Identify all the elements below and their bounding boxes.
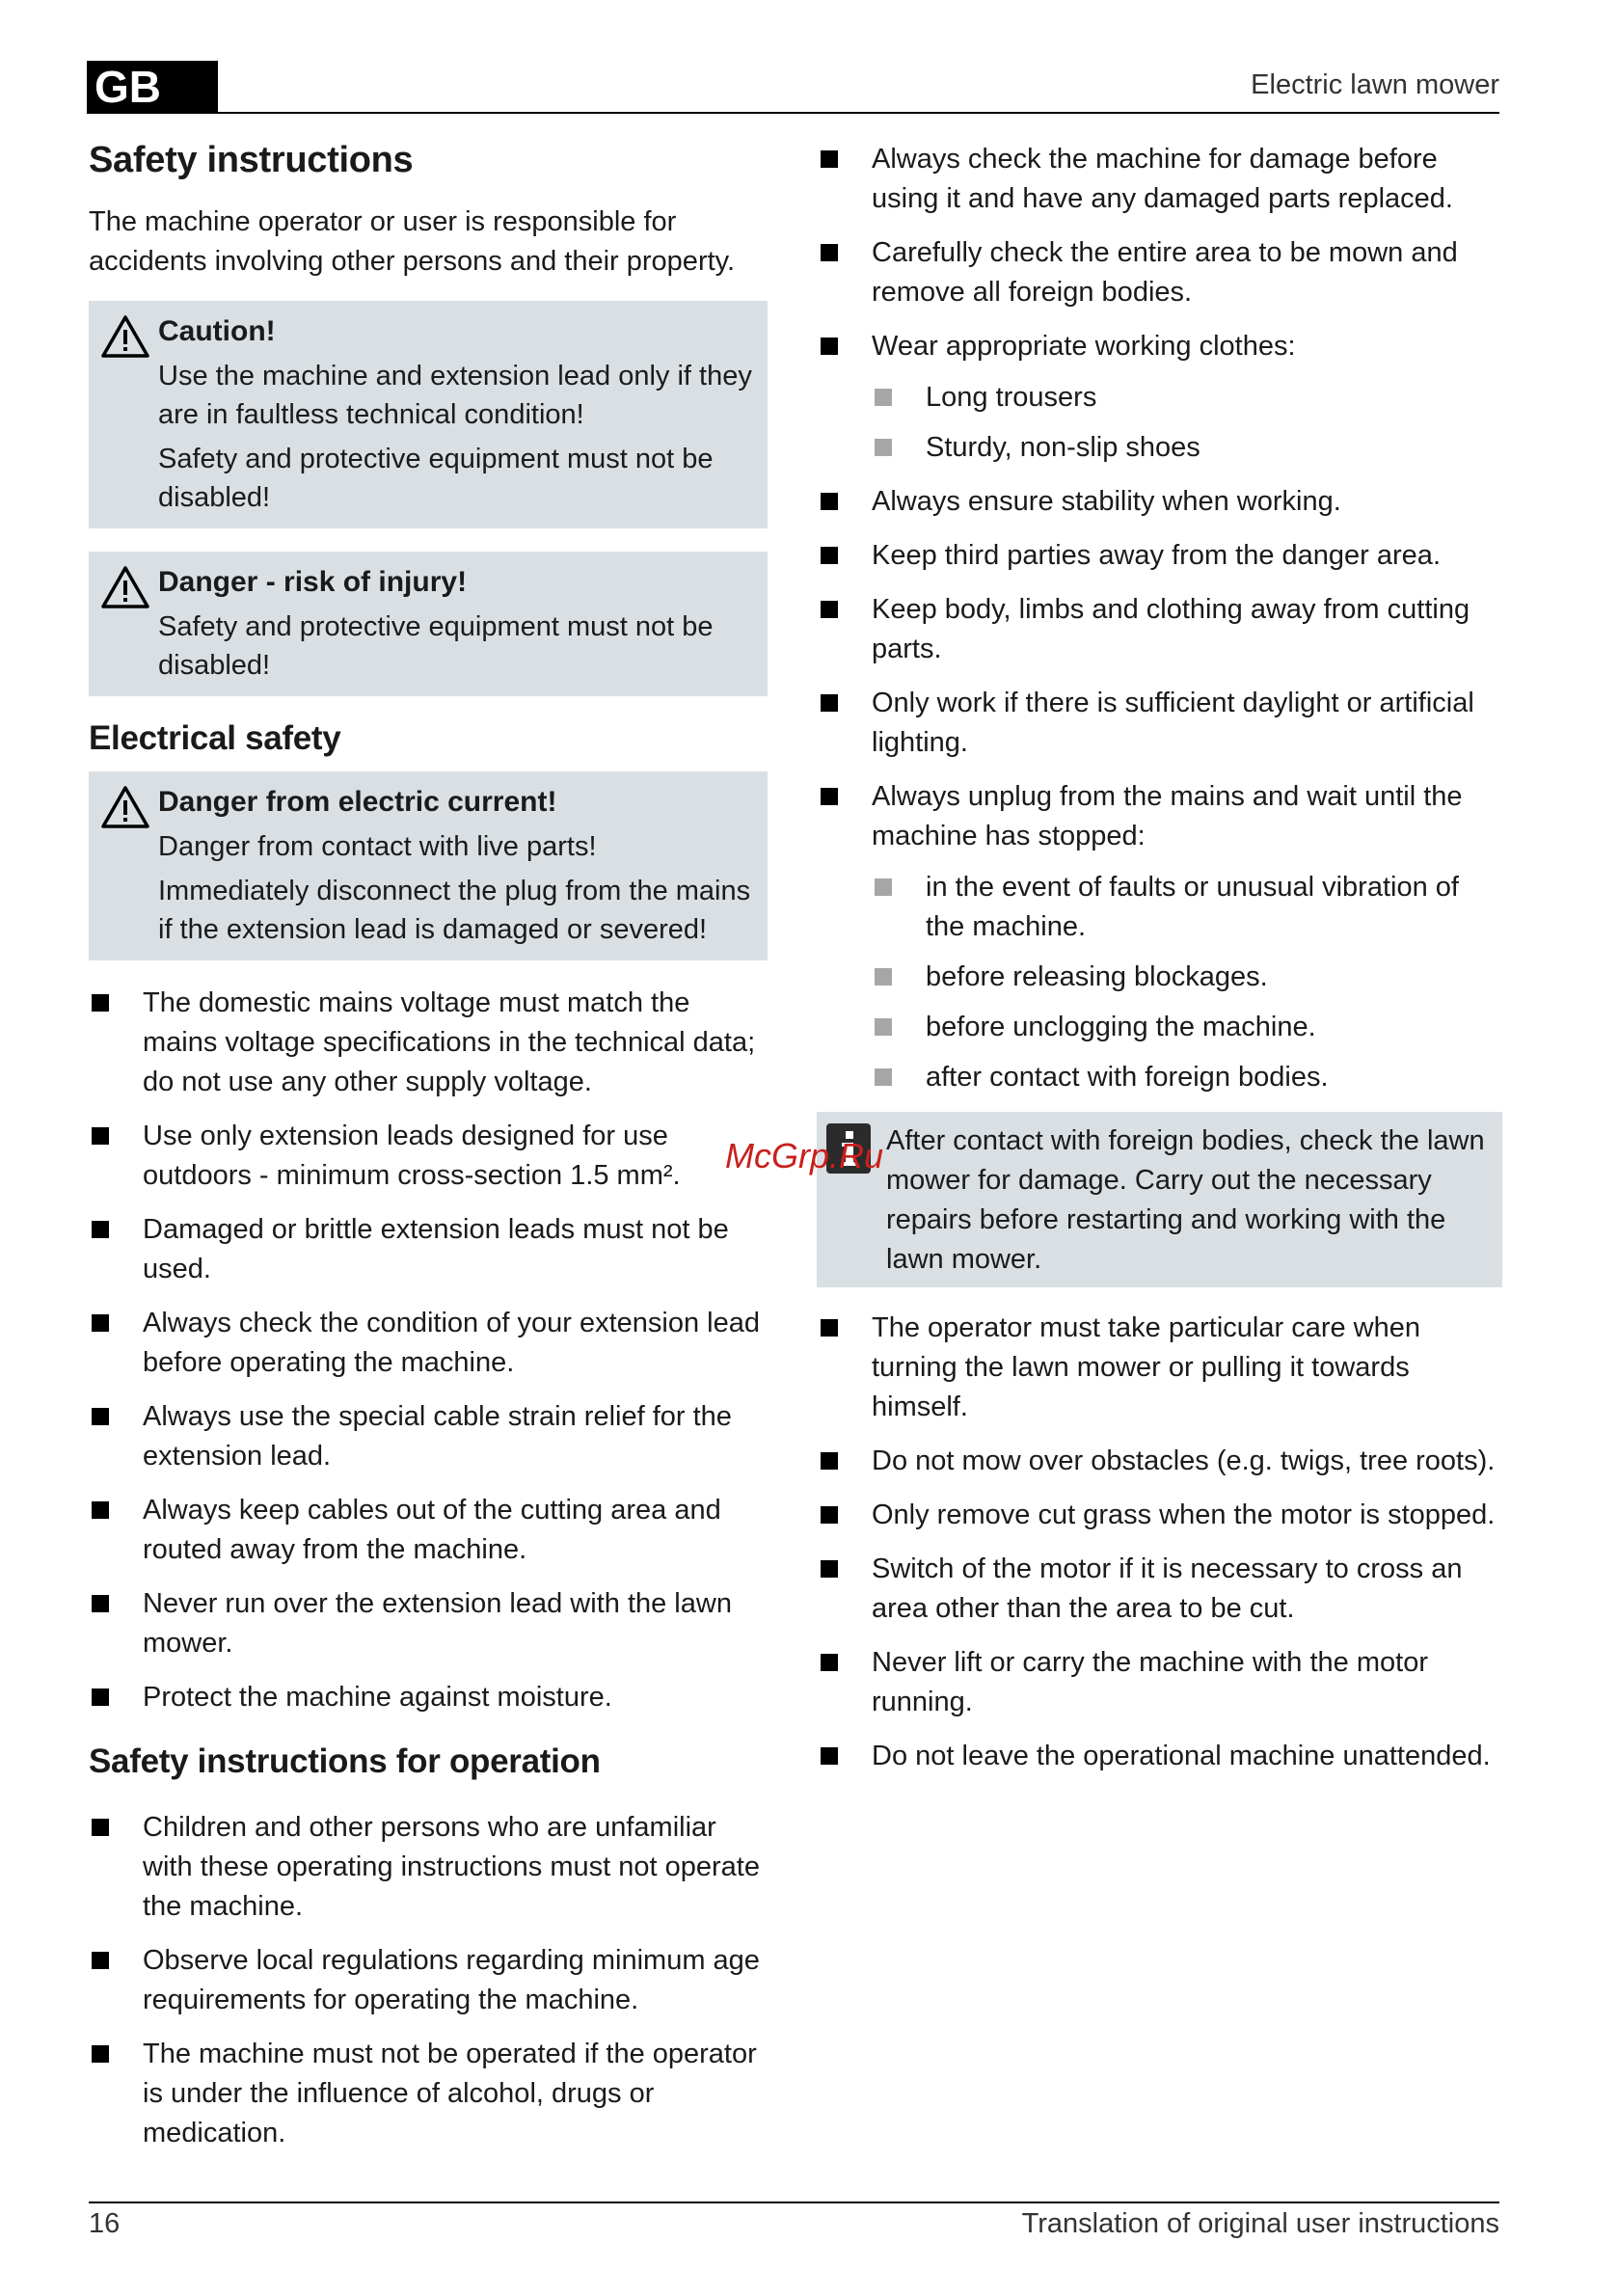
electric-danger-notice (89, 771, 768, 960)
warning-triangle-icon (100, 565, 158, 614)
grey-square-bullet-icon (875, 1068, 892, 1086)
list-item (89, 1584, 768, 1663)
list-item (89, 1808, 768, 1927)
list-item-text: The domestic mains voltage must match the mains voltage specifications in the technical data; do not use any other supply voltage. (143, 987, 756, 1097)
list-item (818, 684, 1502, 763)
list-item-text: The operator must take particular care when turning the lawn mower or pulling it towards himself. (872, 1312, 1420, 1422)
grey-square-bullet-icon (875, 439, 892, 456)
list-item-text: Do not mow over obstacles (e.g. twigs, tree roots). (872, 1445, 1496, 1476)
header-rule (218, 112, 1499, 114)
list-item (818, 777, 1502, 1097)
list-item (818, 1496, 1502, 1535)
square-bullet-icon (821, 1452, 838, 1470)
sub-list-item-text: before unclogging the machine. (926, 1012, 1316, 1042)
square-bullet-icon (821, 338, 838, 355)
header-title: Electric lawn mower (1251, 69, 1499, 100)
list-item-text: Never run over the extension lead with the lawn mower. (143, 1588, 732, 1659)
list-item (818, 1550, 1502, 1629)
sub-list-item-text: before releasing blockages. (926, 961, 1268, 992)
list-item-text: Children and other persons who are unfamiliar with these operating instructions must not operate the machine. (143, 1812, 760, 1922)
list-item (818, 327, 1502, 468)
sub-list-item (872, 428, 1502, 468)
list-item-text: Switch of the motor if it is necessary to cross an area other than the area to be cut. (872, 1553, 1463, 1624)
caution-title: Caution! (158, 315, 276, 347)
list-item-text: Only work if there is sufficient daylight or artificial lighting. (872, 688, 1474, 758)
page-number: 16 (89, 2208, 121, 2239)
list-item-text: Always use the special cable strain relief for the extension lead. (143, 1401, 732, 1472)
list-item (818, 233, 1502, 312)
list-item-text: Always check the condition of your extension lead before operating the machine. (143, 1308, 760, 1378)
square-bullet-icon (92, 1314, 109, 1332)
list-item (818, 140, 1502, 219)
list-item (89, 1491, 768, 1570)
info-notice (817, 1112, 1502, 1287)
square-bullet-icon (821, 547, 838, 564)
square-bullet-icon (821, 1319, 838, 1337)
safety-heading: Safety instructions (89, 140, 414, 180)
danger-notice (89, 552, 768, 696)
square-bullet-icon (821, 1654, 838, 1671)
square-bullet-icon (92, 1819, 109, 1836)
square-bullet-icon (92, 1952, 109, 1969)
square-bullet-icon (92, 1595, 109, 1612)
sub-list-item-text: in the event of faults or unusual vibration of the machine. (926, 872, 1459, 942)
list-item-text: Use only extension leads designed for use outdoors - minimum cross-section 1.5 mm². (143, 1121, 681, 1191)
sub-list-item (872, 1008, 1502, 1047)
square-bullet-icon (821, 1747, 838, 1765)
sub-list-item-text: Long trousers (926, 382, 1097, 413)
square-bullet-icon (92, 1408, 109, 1425)
square-bullet-icon (821, 694, 838, 712)
unplug-sublist (872, 868, 1502, 1097)
list-item-text: Carefully check the entire area to be mown and remove all foreign bodies. (872, 237, 1458, 308)
clothes-sublist (872, 378, 1502, 468)
list-item (89, 1397, 768, 1476)
list-item (818, 1442, 1502, 1481)
square-bullet-icon (821, 1506, 838, 1524)
sub-list-item (872, 868, 1502, 947)
list-item (818, 482, 1502, 522)
list-item-text: Never lift or carry the machine with the motor running. (872, 1647, 1428, 1717)
electric-danger-line: Immediately disconnect the plug from the mains if the extension lead is damaged or severed! (158, 876, 751, 945)
right-column (818, 140, 1502, 1791)
danger-title: Danger - risk of injury! (158, 566, 468, 598)
list-item-text: Keep third parties away from the danger area. (872, 540, 1441, 571)
operation-list (89, 1808, 768, 2153)
list-item-text: Always keep cables out of the cutting area and routed away from the machine. (143, 1495, 721, 1565)
caution-line: Use the machine and extension lead only if they are in faultless technical condition! (158, 361, 752, 430)
list-item-text: Always ensure stability when working. (872, 486, 1341, 517)
caution-notice (89, 301, 768, 528)
list-item-text: Damaged or brittle extension leads must not be used. (143, 1214, 729, 1284)
list-item (818, 590, 1502, 669)
square-bullet-icon (821, 601, 838, 618)
square-bullet-icon (821, 150, 838, 168)
list-item-text: Wear appropriate working clothes: (872, 331, 1296, 362)
safety-intro: The machine operator or user is responsible for accidents involving other persons and their property. (89, 206, 736, 277)
list-item (89, 1678, 768, 1717)
watermark: McGrp.Ru (725, 1136, 884, 1175)
left-column (89, 140, 768, 2168)
list-item (89, 1210, 768, 1289)
grey-square-bullet-icon (875, 968, 892, 986)
list-item (818, 536, 1502, 576)
warning-triangle-icon (100, 314, 158, 364)
list-item-text: Protect the machine against moisture. (143, 1682, 612, 1713)
list-item-text: Only remove cut grass when the motor is stopped. (872, 1499, 1496, 1530)
sub-list-item-text: after contact with foreign bodies. (926, 1062, 1329, 1093)
square-bullet-icon (821, 1560, 838, 1578)
footer-rule (89, 2201, 1499, 2203)
electric-danger-line: Danger from contact with live parts! (158, 831, 597, 862)
info-text: After contact with foreign bodies, check the lawn mower for damage. Carry out the necessary repairs before restarting and working with the lawn mower. (886, 1125, 1485, 1275)
operation-heading: Safety instructions for operation (89, 1742, 601, 1780)
list-item (818, 1309, 1502, 1427)
list-item-text: Always check the machine for damage before using it and have any damaged parts replaced. (872, 144, 1453, 214)
square-bullet-icon (92, 1221, 109, 1238)
grey-square-bullet-icon (875, 1018, 892, 1036)
square-bullet-icon (92, 1501, 109, 1519)
sub-list-item (872, 958, 1502, 997)
list-item-text: Always unplug from the mains and wait until the machine has stopped: (872, 781, 1463, 851)
grey-square-bullet-icon (875, 389, 892, 406)
warning-triangle-icon (100, 785, 158, 834)
sub-list-item-text: Sturdy, non-slip shoes (926, 432, 1200, 463)
sub-list-item (872, 1058, 1502, 1097)
list-item-text: The machine must not be operated if the operator is under the influence of alcohol, drugs or medication. (143, 2039, 757, 2148)
list-item-text: Keep body, limbs and clothing away from cutting parts. (872, 594, 1470, 664)
electrical-heading: Electrical safety (89, 719, 341, 757)
electrical-list (89, 984, 768, 1717)
grey-square-bullet-icon (875, 878, 892, 896)
footer-text: Translation of original user instructions (1021, 2208, 1499, 2239)
square-bullet-icon (821, 788, 838, 805)
list-item (89, 1117, 768, 1196)
list-item (818, 1737, 1502, 1776)
square-bullet-icon (821, 493, 838, 510)
list-item (818, 1643, 1502, 1722)
square-bullet-icon (92, 1127, 109, 1145)
square-bullet-icon (821, 244, 838, 261)
list-item-text: Observe local regulations regarding minimum age requirements for operating the machine. (143, 1945, 760, 2015)
sub-list-item (872, 378, 1502, 418)
square-bullet-icon (92, 1688, 109, 1706)
list-item (89, 1941, 768, 2020)
danger-line: Safety and protective equipment must not be disabled! (158, 611, 714, 681)
general-list-c (818, 1309, 1502, 1776)
list-item-text: Do not leave the operational machine unattended. (872, 1741, 1491, 1771)
electric-danger-title: Danger from electric current! (158, 786, 557, 818)
caution-line: Safety and protective equipment must not be disabled! (158, 444, 714, 513)
list-item (89, 1304, 768, 1383)
list-item (89, 984, 768, 1102)
list-item (89, 2035, 768, 2153)
general-list-a (818, 140, 1502, 1097)
language-tab: GB (87, 61, 218, 114)
square-bullet-icon (92, 994, 109, 1012)
square-bullet-icon (92, 2045, 109, 2063)
